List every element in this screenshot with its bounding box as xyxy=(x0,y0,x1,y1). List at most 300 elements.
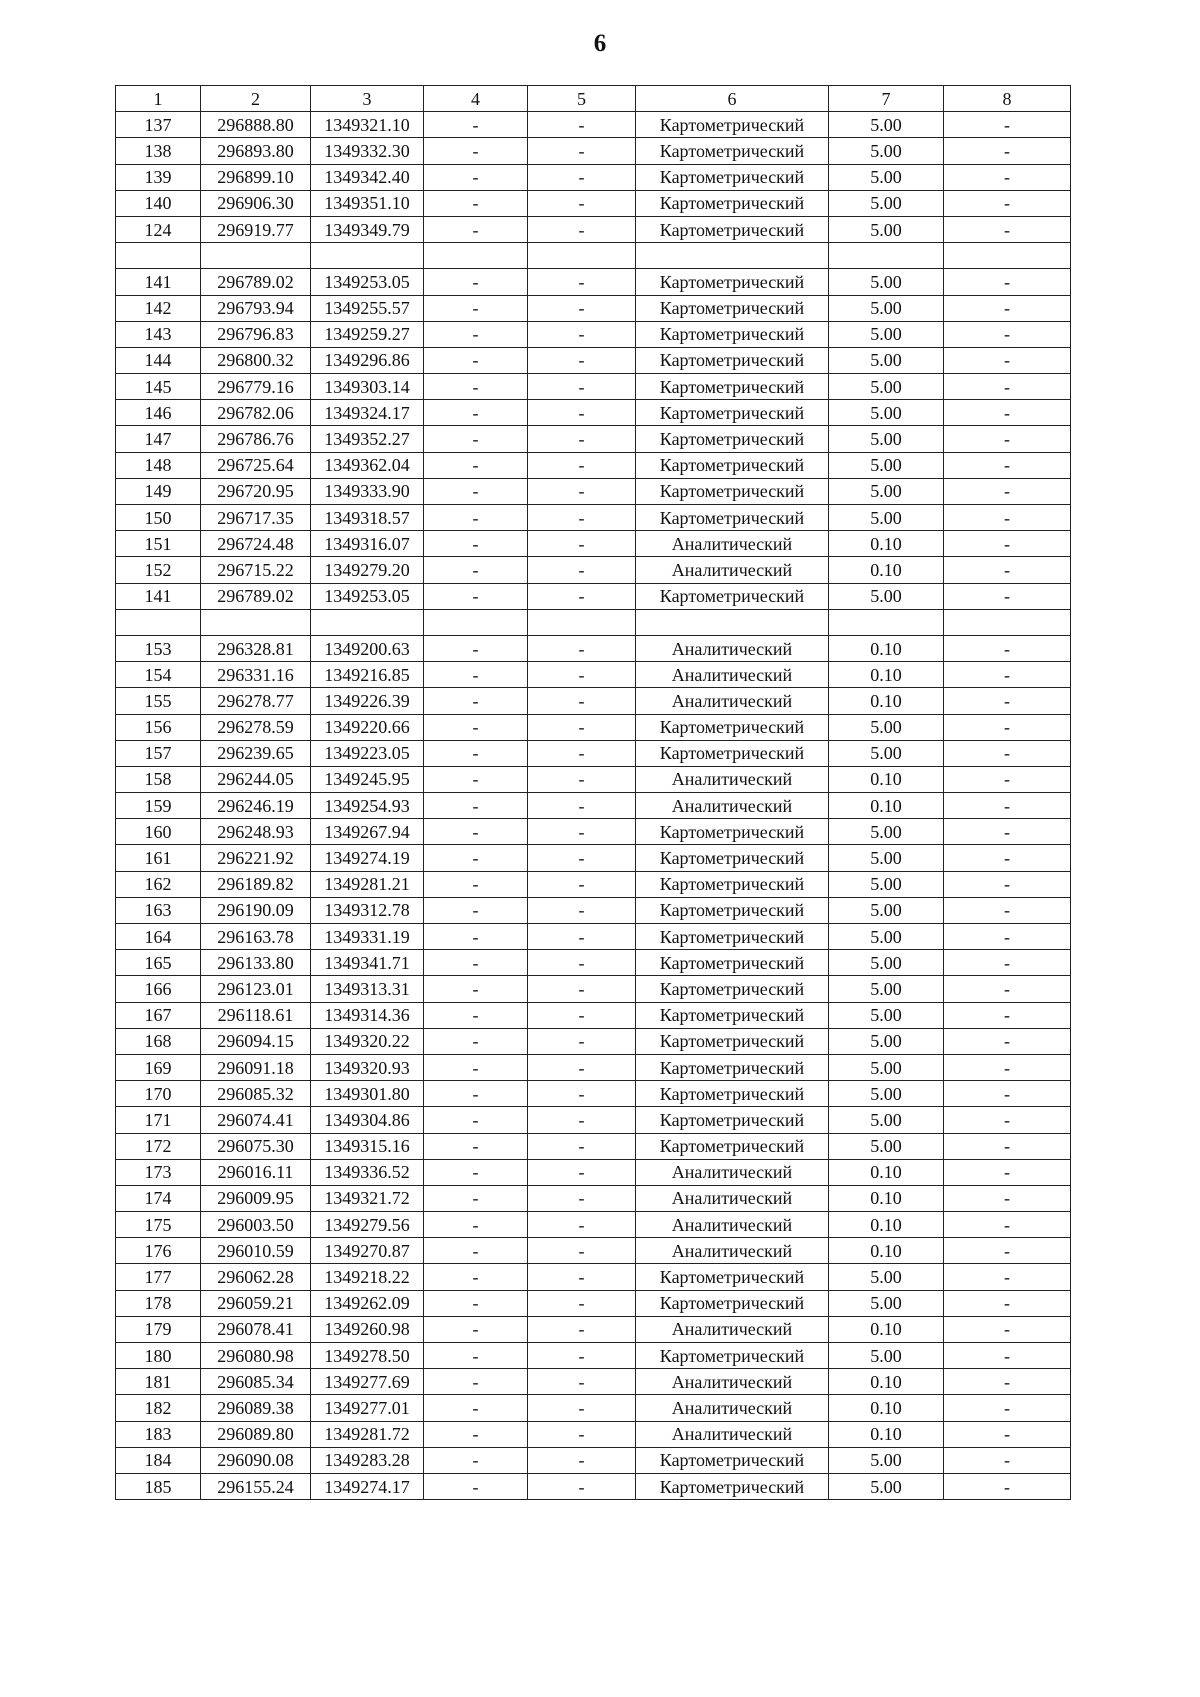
col8-cell: - xyxy=(944,766,1071,792)
point-number-cell: 154 xyxy=(116,662,201,688)
point-number-cell: 137 xyxy=(116,112,201,138)
x-coordinate-cell xyxy=(201,243,311,269)
col5-cell: - xyxy=(528,478,636,504)
y-coordinate-cell: 1349200.63 xyxy=(311,635,424,661)
accuracy-cell: 5.00 xyxy=(829,400,944,426)
col4-cell: - xyxy=(424,1159,528,1185)
point-number-cell: 163 xyxy=(116,897,201,923)
accuracy-cell: 5.00 xyxy=(829,216,944,242)
accuracy-cell: 5.00 xyxy=(829,1133,944,1159)
point-number-cell: 141 xyxy=(116,583,201,609)
col8-cell: - xyxy=(944,950,1071,976)
col8-cell: - xyxy=(944,1447,1071,1473)
point-number-cell: 144 xyxy=(116,347,201,373)
y-coordinate-cell: 1349260.98 xyxy=(311,1316,424,1342)
method-cell: Картометрический xyxy=(636,1081,829,1107)
col4-cell: - xyxy=(424,1316,528,1342)
col4-cell: - xyxy=(424,1421,528,1447)
col5-cell: - xyxy=(528,1107,636,1133)
y-coordinate-cell: 1349277.01 xyxy=(311,1395,424,1421)
x-coordinate-cell xyxy=(201,609,311,635)
method-cell: Картометрический xyxy=(636,1107,829,1133)
x-coordinate-cell: 296248.93 xyxy=(201,819,311,845)
accuracy-cell: 5.00 xyxy=(829,740,944,766)
col5-cell: - xyxy=(528,1081,636,1107)
table-row xyxy=(116,505,1071,531)
col4-cell: - xyxy=(424,112,528,138)
method-cell: Аналитический xyxy=(636,766,829,792)
col8-cell: - xyxy=(944,1369,1071,1395)
method-cell: Картометрический xyxy=(636,505,829,531)
header-cell: 4 xyxy=(424,86,528,112)
col5-cell: - xyxy=(528,1264,636,1290)
x-coordinate-cell: 296789.02 xyxy=(201,583,311,609)
x-coordinate-cell: 296800.32 xyxy=(201,347,311,373)
point-number-cell: 161 xyxy=(116,845,201,871)
col4-cell: - xyxy=(424,505,528,531)
point-number-cell: 162 xyxy=(116,871,201,897)
table-row xyxy=(116,400,1071,426)
col4-cell: - xyxy=(424,190,528,216)
y-coordinate-cell: 1349278.50 xyxy=(311,1343,424,1369)
method-cell: Картометрический xyxy=(636,714,829,740)
col4-cell: - xyxy=(424,426,528,452)
y-coordinate-cell: 1349283.28 xyxy=(311,1447,424,1473)
x-coordinate-cell: 296720.95 xyxy=(201,478,311,504)
table-row xyxy=(116,269,1071,295)
col8-cell: - xyxy=(944,138,1071,164)
col5-cell: - xyxy=(528,321,636,347)
col5-cell: - xyxy=(528,505,636,531)
x-coordinate-cell: 296080.98 xyxy=(201,1343,311,1369)
col5-cell: - xyxy=(528,845,636,871)
y-coordinate-cell: 1349316.07 xyxy=(311,531,424,557)
table-row xyxy=(116,845,1071,871)
col8-cell: - xyxy=(944,164,1071,190)
col8-cell: - xyxy=(944,714,1071,740)
point-number-cell: 158 xyxy=(116,766,201,792)
col4-cell: - xyxy=(424,924,528,950)
accuracy-cell: 5.00 xyxy=(829,1343,944,1369)
method-cell: Картометрический xyxy=(636,347,829,373)
header-cell: 7 xyxy=(829,86,944,112)
x-coordinate-cell: 296717.35 xyxy=(201,505,311,531)
col4-cell: - xyxy=(424,793,528,819)
point-number-cell: 140 xyxy=(116,190,201,216)
accuracy-cell: 5.00 xyxy=(829,347,944,373)
table-row xyxy=(116,1343,1071,1369)
col8-cell: - xyxy=(944,1081,1071,1107)
point-number-cell: 147 xyxy=(116,426,201,452)
method-cell: Картометрический xyxy=(636,426,829,452)
point-number-cell xyxy=(116,243,201,269)
coordinates-table xyxy=(115,85,1071,1500)
x-coordinate-cell: 296239.65 xyxy=(201,740,311,766)
col4-cell: - xyxy=(424,1395,528,1421)
col5-cell: - xyxy=(528,1290,636,1316)
col4-cell: - xyxy=(424,1107,528,1133)
y-coordinate-cell: 1349255.57 xyxy=(311,295,424,321)
accuracy-cell: 0.10 xyxy=(829,1185,944,1211)
x-coordinate-cell: 296278.77 xyxy=(201,688,311,714)
col5-cell: - xyxy=(528,1473,636,1499)
x-coordinate-cell: 296782.06 xyxy=(201,400,311,426)
x-coordinate-cell: 296075.30 xyxy=(201,1133,311,1159)
col8-cell: - xyxy=(944,1185,1071,1211)
x-coordinate-cell: 296078.41 xyxy=(201,1316,311,1342)
table-row xyxy=(116,138,1071,164)
y-coordinate-cell: 1349279.20 xyxy=(311,557,424,583)
table-row xyxy=(116,1081,1071,1107)
x-coordinate-cell: 296725.64 xyxy=(201,452,311,478)
table-row xyxy=(116,819,1071,845)
accuracy-cell: 0.10 xyxy=(829,793,944,819)
method-cell: Картометрический xyxy=(636,819,829,845)
method-cell: Аналитический xyxy=(636,1421,829,1447)
col4-cell: - xyxy=(424,1290,528,1316)
accuracy-cell: 5.00 xyxy=(829,1473,944,1499)
point-number-cell: 165 xyxy=(116,950,201,976)
col4-cell: - xyxy=(424,583,528,609)
y-coordinate-cell: 1349321.72 xyxy=(311,1185,424,1211)
col5-cell: - xyxy=(528,819,636,845)
point-number-cell: 146 xyxy=(116,400,201,426)
col5-cell: - xyxy=(528,164,636,190)
accuracy-cell: 5.00 xyxy=(829,819,944,845)
col5-cell: - xyxy=(528,112,636,138)
accuracy-cell xyxy=(829,609,944,635)
point-number-cell: 150 xyxy=(116,505,201,531)
accuracy-cell: 5.00 xyxy=(829,976,944,1002)
method-cell: Картометрический xyxy=(636,216,829,242)
col8-cell: - xyxy=(944,190,1071,216)
accuracy-cell: 5.00 xyxy=(829,426,944,452)
point-number-cell xyxy=(116,609,201,635)
method-cell: Аналитический xyxy=(636,662,829,688)
point-number-cell: 142 xyxy=(116,295,201,321)
col4-cell: - xyxy=(424,871,528,897)
accuracy-cell: 0.10 xyxy=(829,1369,944,1395)
accuracy-cell: 0.10 xyxy=(829,766,944,792)
table-row xyxy=(116,1369,1071,1395)
col8-cell: - xyxy=(944,1028,1071,1054)
y-coordinate-cell: 1349223.05 xyxy=(311,740,424,766)
x-coordinate-cell: 296244.05 xyxy=(201,766,311,792)
table-row xyxy=(116,609,1071,635)
col5-cell: - xyxy=(528,1185,636,1211)
method-cell: Картометрический xyxy=(636,871,829,897)
table-row xyxy=(116,1107,1071,1133)
accuracy-cell: 5.00 xyxy=(829,1264,944,1290)
col5-cell: - xyxy=(528,190,636,216)
table-row xyxy=(116,766,1071,792)
col5-cell: - xyxy=(528,400,636,426)
col4-cell: - xyxy=(424,1369,528,1395)
col5-cell: - xyxy=(528,688,636,714)
col5-cell: - xyxy=(528,1028,636,1054)
header-cell: 1 xyxy=(116,86,201,112)
table-row xyxy=(116,1421,1071,1447)
table-row xyxy=(116,531,1071,557)
point-number-cell: 176 xyxy=(116,1238,201,1264)
col5-cell: - xyxy=(528,1343,636,1369)
method-cell: Картометрический xyxy=(636,164,829,190)
method-cell: Картометрический xyxy=(636,1473,829,1499)
method-cell: Аналитический xyxy=(636,688,829,714)
accuracy-cell: 5.00 xyxy=(829,112,944,138)
table-row xyxy=(116,740,1071,766)
x-coordinate-cell: 296888.80 xyxy=(201,112,311,138)
method-cell: Картометрический xyxy=(636,112,829,138)
col8-cell: - xyxy=(944,976,1071,1002)
point-number-cell: 139 xyxy=(116,164,201,190)
col8-cell: - xyxy=(944,347,1071,373)
x-coordinate-cell: 296899.10 xyxy=(201,164,311,190)
accuracy-cell: 0.10 xyxy=(829,1238,944,1264)
y-coordinate-cell: 1349333.90 xyxy=(311,478,424,504)
col4-cell: - xyxy=(424,1238,528,1264)
y-coordinate-cell: 1349315.16 xyxy=(311,1133,424,1159)
col5-cell: - xyxy=(528,347,636,373)
col4-cell: - xyxy=(424,950,528,976)
method-cell: Картометрический xyxy=(636,1028,829,1054)
accuracy-cell: 5.00 xyxy=(829,321,944,347)
col5-cell: - xyxy=(528,583,636,609)
y-coordinate-cell: 1349336.52 xyxy=(311,1159,424,1185)
accuracy-cell xyxy=(829,243,944,269)
col5-cell: - xyxy=(528,531,636,557)
col5-cell: - xyxy=(528,1133,636,1159)
accuracy-cell: 5.00 xyxy=(829,1107,944,1133)
table-row xyxy=(116,426,1071,452)
accuracy-cell: 5.00 xyxy=(829,1081,944,1107)
y-coordinate-cell: 1349220.66 xyxy=(311,714,424,740)
method-cell: Аналитический xyxy=(636,1316,829,1342)
accuracy-cell: 5.00 xyxy=(829,897,944,923)
method-cell: Картометрический xyxy=(636,269,829,295)
col8-cell: - xyxy=(944,924,1071,950)
table-row xyxy=(116,1212,1071,1238)
col4-cell: - xyxy=(424,1028,528,1054)
point-number-cell: 151 xyxy=(116,531,201,557)
col8-cell: - xyxy=(944,1473,1071,1499)
accuracy-cell: 0.10 xyxy=(829,662,944,688)
x-coordinate-cell: 296155.24 xyxy=(201,1473,311,1499)
col4-cell: - xyxy=(424,1081,528,1107)
x-coordinate-cell: 296893.80 xyxy=(201,138,311,164)
col8-cell: - xyxy=(944,897,1071,923)
accuracy-cell: 5.00 xyxy=(829,1054,944,1080)
col5-cell: - xyxy=(528,216,636,242)
col8-cell: - xyxy=(944,1290,1071,1316)
accuracy-cell: 0.10 xyxy=(829,1159,944,1185)
col8-cell: - xyxy=(944,819,1071,845)
col8-cell: - xyxy=(944,583,1071,609)
table-row xyxy=(116,1133,1071,1159)
col4-cell: - xyxy=(424,164,528,190)
point-number-cell: 138 xyxy=(116,138,201,164)
point-number-cell: 180 xyxy=(116,1343,201,1369)
y-coordinate-cell: 1349281.72 xyxy=(311,1421,424,1447)
col4-cell: - xyxy=(424,138,528,164)
col8-cell: - xyxy=(944,1107,1071,1133)
table-row xyxy=(116,452,1071,478)
y-coordinate-cell: 1349352.27 xyxy=(311,426,424,452)
col5-cell: - xyxy=(528,635,636,661)
method-cell: Аналитический xyxy=(636,635,829,661)
x-coordinate-cell: 296919.77 xyxy=(201,216,311,242)
table-row xyxy=(116,1238,1071,1264)
col5-cell: - xyxy=(528,793,636,819)
col5-cell: - xyxy=(528,1002,636,1028)
table-row xyxy=(116,714,1071,740)
method-cell: Картометрический xyxy=(636,321,829,347)
y-coordinate-cell: 1349324.17 xyxy=(311,400,424,426)
x-coordinate-cell: 296118.61 xyxy=(201,1002,311,1028)
point-number-cell: 175 xyxy=(116,1212,201,1238)
x-coordinate-cell: 296793.94 xyxy=(201,295,311,321)
table-row xyxy=(116,662,1071,688)
col8-cell: - xyxy=(944,662,1071,688)
col8-cell: - xyxy=(944,557,1071,583)
accuracy-cell: 0.10 xyxy=(829,531,944,557)
col5-cell: - xyxy=(528,1159,636,1185)
col4-cell: - xyxy=(424,295,528,321)
accuracy-cell: 0.10 xyxy=(829,1212,944,1238)
x-coordinate-cell: 296085.32 xyxy=(201,1081,311,1107)
y-coordinate-cell: 1349332.30 xyxy=(311,138,424,164)
point-number-cell: 182 xyxy=(116,1395,201,1421)
table-row xyxy=(116,950,1071,976)
table-row xyxy=(116,1473,1071,1499)
point-number-cell: 143 xyxy=(116,321,201,347)
col5-cell: - xyxy=(528,740,636,766)
col8-cell: - xyxy=(944,112,1071,138)
col8-cell: - xyxy=(944,1395,1071,1421)
method-cell: Картометрический xyxy=(636,740,829,766)
x-coordinate-cell: 296009.95 xyxy=(201,1185,311,1211)
x-coordinate-cell: 296190.09 xyxy=(201,897,311,923)
y-coordinate-cell: 1349218.22 xyxy=(311,1264,424,1290)
col4-cell: - xyxy=(424,1212,528,1238)
col4-cell: - xyxy=(424,531,528,557)
x-coordinate-cell: 296123.01 xyxy=(201,976,311,1002)
method-cell: Картометрический xyxy=(636,950,829,976)
point-number-cell: 124 xyxy=(116,216,201,242)
col5-cell: - xyxy=(528,1238,636,1264)
col4-cell: - xyxy=(424,1185,528,1211)
y-coordinate-cell: 1349313.31 xyxy=(311,976,424,1002)
col4-cell: - xyxy=(424,845,528,871)
col4-cell: - xyxy=(424,452,528,478)
y-coordinate-cell: 1349270.87 xyxy=(311,1238,424,1264)
point-number-cell: 157 xyxy=(116,740,201,766)
x-coordinate-cell: 296089.38 xyxy=(201,1395,311,1421)
x-coordinate-cell: 296074.41 xyxy=(201,1107,311,1133)
col4-cell: - xyxy=(424,374,528,400)
header-cell: 5 xyxy=(528,86,636,112)
col4-cell: - xyxy=(424,1133,528,1159)
y-coordinate-cell: 1349312.78 xyxy=(311,897,424,923)
col5-cell xyxy=(528,243,636,269)
table-body xyxy=(116,112,1071,1500)
point-number-cell: 185 xyxy=(116,1473,201,1499)
point-number-cell: 178 xyxy=(116,1290,201,1316)
col5-cell: - xyxy=(528,1447,636,1473)
method-cell: Картометрический xyxy=(636,1343,829,1369)
method-cell: Аналитический xyxy=(636,557,829,583)
header-cell: 2 xyxy=(201,86,311,112)
y-coordinate-cell: 1349349.79 xyxy=(311,216,424,242)
col5-cell: - xyxy=(528,662,636,688)
col8-cell: - xyxy=(944,1264,1071,1290)
col8-cell: - xyxy=(944,1133,1071,1159)
col4-cell: - xyxy=(424,347,528,373)
y-coordinate-cell: 1349362.04 xyxy=(311,452,424,478)
col8-cell: - xyxy=(944,871,1071,897)
col5-cell: - xyxy=(528,426,636,452)
col4-cell: - xyxy=(424,1264,528,1290)
point-number-cell: 159 xyxy=(116,793,201,819)
col5-cell: - xyxy=(528,714,636,740)
x-coordinate-cell: 296278.59 xyxy=(201,714,311,740)
point-number-cell: 172 xyxy=(116,1133,201,1159)
table-row xyxy=(116,635,1071,661)
y-coordinate-cell: 1349277.69 xyxy=(311,1369,424,1395)
point-number-cell: 141 xyxy=(116,269,201,295)
y-coordinate-cell: 1349279.56 xyxy=(311,1212,424,1238)
col8-cell xyxy=(944,243,1071,269)
col8-cell: - xyxy=(944,1421,1071,1447)
table-row xyxy=(116,1264,1071,1290)
col8-cell: - xyxy=(944,400,1071,426)
col8-cell: - xyxy=(944,740,1071,766)
accuracy-cell: 5.00 xyxy=(829,190,944,216)
col5-cell: - xyxy=(528,374,636,400)
accuracy-cell: 5.00 xyxy=(829,845,944,871)
x-coordinate-cell: 296059.21 xyxy=(201,1290,311,1316)
method-cell: Аналитический xyxy=(636,1238,829,1264)
col5-cell xyxy=(528,609,636,635)
col4-cell: - xyxy=(424,557,528,583)
method-cell: Аналитический xyxy=(636,1395,829,1421)
col8-cell: - xyxy=(944,688,1071,714)
accuracy-cell: 0.10 xyxy=(829,1316,944,1342)
col8-cell: - xyxy=(944,1343,1071,1369)
x-coordinate-cell: 296091.18 xyxy=(201,1054,311,1080)
col5-cell: - xyxy=(528,138,636,164)
col4-cell: - xyxy=(424,766,528,792)
table-row xyxy=(116,1447,1071,1473)
header-cell: 8 xyxy=(944,86,1071,112)
table-row xyxy=(116,216,1071,242)
col8-cell: - xyxy=(944,845,1071,871)
col4-cell: - xyxy=(424,1447,528,1473)
point-number-cell: 168 xyxy=(116,1028,201,1054)
table-header-row xyxy=(116,86,1071,112)
method-cell: Картометрический xyxy=(636,138,829,164)
col8-cell: - xyxy=(944,1002,1071,1028)
accuracy-cell: 5.00 xyxy=(829,505,944,531)
y-coordinate-cell: 1349254.93 xyxy=(311,793,424,819)
accuracy-cell: 0.10 xyxy=(829,1421,944,1447)
method-cell: Аналитический xyxy=(636,1369,829,1395)
point-number-cell: 155 xyxy=(116,688,201,714)
point-number-cell: 166 xyxy=(116,976,201,1002)
table-row xyxy=(116,688,1071,714)
col8-cell: - xyxy=(944,426,1071,452)
accuracy-cell: 5.00 xyxy=(829,138,944,164)
